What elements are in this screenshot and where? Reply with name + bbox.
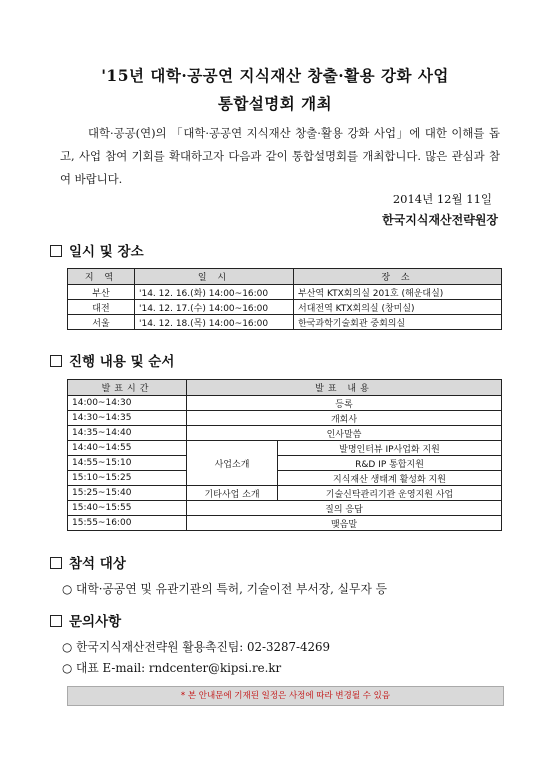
header-time: 발표시간 [68, 380, 187, 396]
cell-time: 15:40~15:55 [68, 501, 187, 516]
cell-content: R&D IP 통합지원 [278, 456, 502, 471]
table-row [68, 300, 502, 315]
notice-box: * 본 안내문에 기재된 일정은 사정에 따라 변경될 수 있음 [67, 686, 504, 706]
table-row [68, 426, 502, 441]
cell-time: 15:55~16:00 [68, 516, 187, 531]
checkbox-icon [50, 615, 62, 627]
program-table [67, 379, 502, 531]
section-schedule-label: 일시 및 장소 [69, 244, 144, 260]
cell-place: 부산역 KTX회의실 201호 (해운대실) [294, 285, 502, 300]
section-program-label: 진행 내용 및 순서 [69, 354, 175, 370]
table-row [68, 396, 502, 411]
circle-bullet-icon: ○ [62, 640, 73, 654]
table-row [68, 411, 502, 426]
contact-email [62, 659, 281, 676]
cell-time: 15:10~15:25 [68, 471, 187, 486]
cell-datetime: '14. 12. 17.(수) 14:00~16:00 [135, 300, 294, 315]
circle-bullet-icon: ○ [62, 661, 73, 675]
checkbox-icon [50, 355, 62, 367]
cell-datetime: '14. 12. 18.(목) 14:00~16:00 [135, 315, 294, 330]
section-contact-label: 문의사항 [69, 614, 122, 630]
table-row [68, 285, 502, 300]
cell-group-business: 사업소개 [187, 441, 278, 486]
cell-time: 14:35~14:40 [68, 426, 187, 441]
cell-time: 15:25~15:40 [68, 486, 187, 501]
cell-group-other: 기타사업 소개 [187, 486, 278, 501]
table-row [68, 516, 502, 531]
cell-content: 맺음말 [187, 516, 502, 531]
cell-content: 개회사 [187, 411, 502, 426]
doc-title-line2: 통합설명회 개최 [217, 94, 333, 113]
cell-content: 지식재산 생태계 활성화 지원 [278, 471, 502, 486]
cell-region: 대전 [68, 300, 135, 315]
checkbox-icon [50, 245, 62, 257]
header-datetime: 일 시 [135, 269, 294, 285]
issue-date: 2014년 12월 11일 [392, 192, 492, 206]
issuer-org: 한국지식재산전략원장 [382, 213, 498, 227]
header-content: 발표 내용 [187, 380, 502, 396]
cell-content: 질의 응답 [187, 501, 502, 516]
section-contact [50, 610, 121, 630]
table-row [68, 501, 502, 516]
circle-bullet-icon: ○ [62, 582, 73, 596]
table-row [68, 486, 502, 501]
section-schedule [50, 240, 144, 260]
table-row [68, 441, 502, 456]
doc-title-line1: '15년 대학·공공연 지식재산 창출·활용 강화 사업 [101, 66, 449, 85]
cell-time: 14:55~15:10 [68, 456, 187, 471]
section-audience [50, 552, 126, 572]
intro-paragraph: 대학·공공(연)의 「대학·공공연 지식재산 창출·활용 강화 사업」에 대한 이해를 돕고, 사업 참여 기회를 확대하고자 다음과 같이 통합설명회를 개최합니다. 많은 관심과 참여 바랍니다. [60, 126, 500, 186]
cell-region: 서울 [68, 315, 135, 330]
cell-place: 서대전역 KTX회의실 (창미실) [294, 300, 502, 315]
section-audience-label: 참석 대상 [69, 556, 126, 572]
cell-content: 인사말씀 [187, 426, 502, 441]
audience-item [62, 580, 387, 597]
cell-content: 발명인터뷰 IP사업화 지원 [278, 441, 502, 456]
cell-time: 14:00~14:30 [68, 396, 187, 411]
cell-place: 한국과학기술회관 중회의실 [294, 315, 502, 330]
header-region: 지 역 [68, 269, 135, 285]
cell-region: 부산 [68, 285, 135, 300]
checkbox-icon [50, 557, 62, 569]
table-row [68, 456, 502, 471]
cell-content: 기술신탁관리기관 운영지원 사업 [278, 486, 502, 501]
cell-content: 등록 [187, 396, 502, 411]
contact-phone [62, 638, 330, 655]
audience-text: 대학·공공연 및 유관기관의 특허, 기술이전 부서장, 실무자 등 [76, 582, 387, 596]
contact-phone-text: 한국지식재산전략원 활용촉진팀: 02-3287-4269 [76, 640, 331, 654]
cell-time: 14:30~14:35 [68, 411, 187, 426]
table-row [68, 471, 502, 486]
table-row [68, 315, 502, 330]
header-place: 장 소 [294, 269, 502, 285]
cell-datetime: '14. 12. 16.(화) 14:00~16:00 [135, 285, 294, 300]
section-program [50, 350, 174, 370]
contact-email-text[interactable]: 대표 E-mail: rndcenter@kipsi.re.kr [76, 661, 282, 675]
cell-time: 14:40~14:55 [68, 441, 187, 456]
schedule-table [67, 268, 502, 330]
